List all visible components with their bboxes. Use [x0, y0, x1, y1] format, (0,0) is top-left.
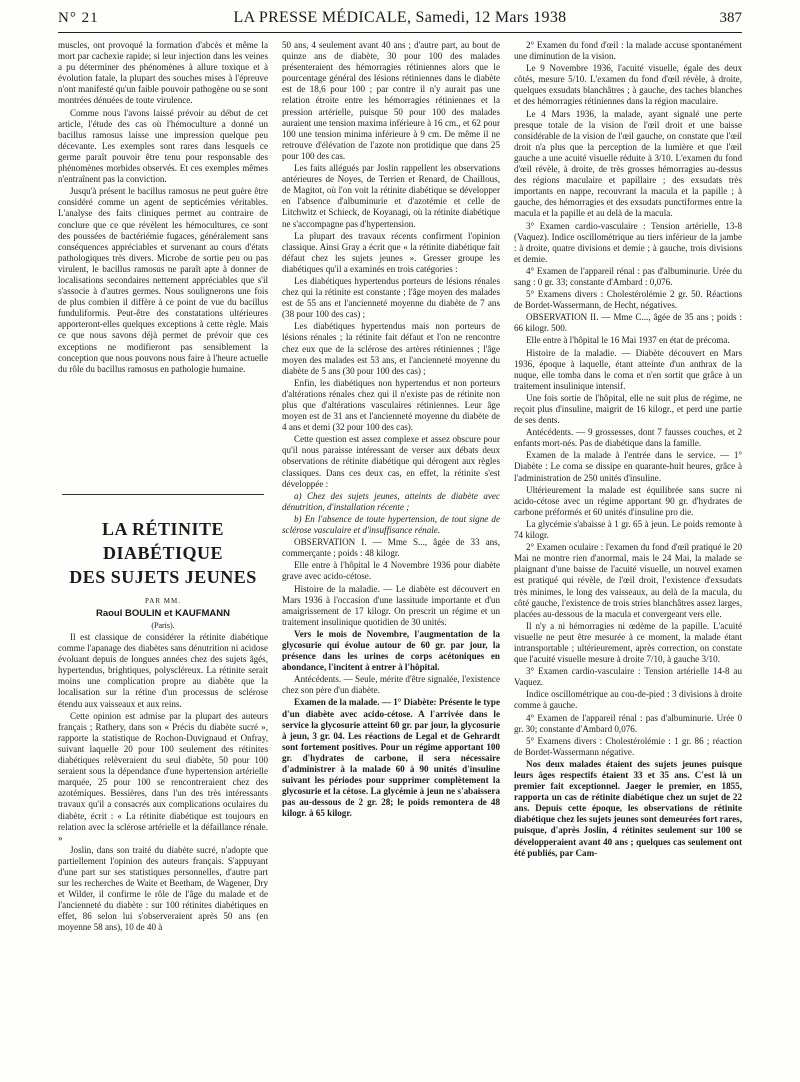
- paragraph: Le 9 Novembre 1936, l'acuité visuelle, égale des deux côtés, mesure 5/10. L'examen du fond d'œil révèle, à droite, quelques exsudats blanchâtres ; à gauche, des taches blanches et des hémorragies rétiniennes dans la région maculaire.: [514, 63, 742, 107]
- paragraph: 5° Examens divers : Cholestérolémie : 1 gr. 86 ; réaction de Bordet-Wassermann négative.: [514, 735, 742, 757]
- paragraph: Les diabétiques hypertendus mais non porteurs de lésions rénales ; la rétinite fait défaut et l'on ne rencontre chez eux que de la sclérose des artères rétiniennes ; l'âge moyen des malades est 53 ans, et l'ancienneté moyenne du diabète de 5 ans (30 pour 100 des cas) ;: [282, 321, 500, 376]
- paragraph: Cette opinion est admise par la plupart des auteurs français ; Rathery, dans son « Précis du diabète sucré », rapporte la statistique de Rochon-Duvignaud et Onfray, suivant laquelle 20 pour 100 seulement des rétinites diabétiques relèveraient du seul diabète, 50 pour 100 seraient sous la dépendance d'une hypertension artérielle marquée, 25 pour 100 se rencontreraient chez des azotémiques. Bessières, dans l'un des très intéressants travaux qu'il a consacrés aux complications oculaires du diabète, écrit : « La rétinite diabétique est toujours en relation avec la sclérose artérielle et la défaillance rénale. »: [58, 710, 268, 843]
- paragraph: Elle entre à l'hôpital le 4 Novembre 1936 pour diabète grave avec acido-cétose.: [282, 560, 500, 582]
- paragraph: Il est classique de considérer la rétinite diabétique comme l'apanage des diabètes sans dénutrition ni acidose évoluant depuis de longues années chez des sujets âgés, hypertendus, brightiques, polyscléreux. La rétinite serait moins une complication propre au diabète que la localisation sur la rétine d'un processus de sclérose étendu aux vaisseaux et aux reins.: [58, 632, 268, 709]
- paragraph: a) Chez des sujets jeunes, atteints de diabète avec dénutrition, d'installation récente ;: [282, 490, 500, 512]
- article-heading: [58, 494, 268, 630]
- paragraph: 3° Examen cardio-vasculaire : Tension artérielle, 13-8 (Vaquez). Indice oscillométrique au tiers inférieur de la jambe : à droite, quatre divisions et demie ; à gauche, trois divisions et demie.: [514, 220, 742, 264]
- paragraph: Ultérieurement la malade est équilibrée sans sucre ni acido-cétose avec un régime apportant 90 gr. d'hydrates de carbone préformés et 60 unités d'insuline pro die.: [514, 484, 742, 517]
- column-1-top: [58, 40, 268, 376]
- page-number: 387: [719, 10, 742, 26]
- article-title: [58, 517, 268, 589]
- paragraph: Jusqu'à présent le bacillus ramosus ne peut guère être considéré comme un agent de septicémies véritables. L'analyse des faits cliniques permet au contraire de conclure que ce que révèlent les hémocultures, ce sont des poussées de bactériémie fugaces, généralement sans conséquences appréciables et survenant au cours d'états pathologiques très divers. Microbe de sortie peu ou pas virulent, le bacillus ramosus ne paraît apte à donner de localisations secondaires nettement appréciables que s'il s'associe à d'autres germes. Nous soulignerons une fois de plus combien il diffère à ce point de vue du bacillus funduliformis. Peut-être des constatations ultérieures apporteront-elles quelques exceptions à cette règle. Mais ce que nous savons déjà permet de prévoir que ces exceptions ne modifieront pas sensiblement la conception que nous pouvons nous faire à l'heure actuelle du rôle du bacillus ramosus en pathologie humaine.: [58, 186, 268, 374]
- paragraph: Histoire de la maladie. — Diabète découvert en Mars 1936, époque à laquelle, étant atteinte d'un anthrax de la nuque, elle tomba dans le coma et n'en sortit que grâce à un traitement insulinique intensif.: [514, 347, 742, 391]
- paragraph: Examen de la malade à l'entrée dans le service. — 1° Diabète : Le coma se dissipe en quarante-huit heures, grâce à l'administration de 250 unités d'insuline.: [514, 450, 742, 483]
- byline-prefix: PAR MM.: [145, 597, 181, 605]
- article-authors: Raoul BOULIN et KAUFMANN: [95, 608, 231, 619]
- paragraph: Il n'y a ni hémorragies ni œdème de la papille. L'acuité visuelle ne peut être mesurée à ce moment, la malade étant intransportable ; ultérieurement, après correction, on constate que l'acuité visuelle mesure à droite 7/10, à gauche 3/10.: [514, 620, 742, 665]
- paragraph: La plupart des travaux récents confirment l'opinion classique. Ainsi Gray a écrit que « la rétinite diabétique fait défaut chez les sujets jeunes ». Gresser groupe les diabétiques qu'il a examinés en trois catégories :: [282, 230, 500, 274]
- observation-heading: OBSERVATION I. — Mme S..., âgée de 33 ans, commerçante ; poids : 48 kilogr.: [282, 537, 500, 559]
- paragraph: Antécédents. — Seule, mérite d'être signalée, l'existence chez son père d'un diabète.: [282, 674, 500, 696]
- paragraph: 5° Examens divers : Cholestérolémie 2 gr. 50. Réactions de Bordet-Wassermann, de Hecht, négatives.: [514, 289, 742, 311]
- running-header: [58, 6, 742, 33]
- paragraph: Vers le mois de Novembre, l'augmentation de la glycosurie qui évolue autour de 60 gr. par jour, la présence dans les urines de corps acétoniques en abondance, l'incitent à entrer à l'hôpital.: [282, 628, 500, 673]
- paragraph: Examen de la malade. — 1° Diabète: Présente le type d'un diabète avec acido-cétose. A l'arrivée dans le service la glycosurie atteint 60 gr. par jour, la glycosurie à jeun, 3 gr. 04. Les réactions de Legal et de Gehrardt sont fortement positives. Pour un régime apportant 100 gr. d'hydrates de carbone, il sera nécessaire d'administrer à la malade 60 à 90 unités d'insuline suivant les périodes pour supprimer complètement la glycosurie et la cétose. La glycémie à jeun ne s'abaissera pas au-dessous de 2 gr. 28; le poids remontera de 48 kilogr. à 65 kilogr.: [282, 697, 500, 819]
- paragraph: Joslin, dans son traité du diabète sucré, n'adopte que partiellement l'opinion des auteurs français. S'appuyant d'une part sur ses statistiques personnelles, d'autre part sur les recherches de Waite et Beetham, de Wagener, Dry et Wilder, il confirme le rôle de l'âge du malade et de l'ancienneté du diabète : sur 100 rétinites diabétiques en effet, 86 selon lui s'observeraient après 50 ans (en moyenne 58 ans), 10 de 40 à: [58, 844, 268, 933]
- paragraph: 3° Examen cardio-vasculaire : Tension artérielle 14-8 au Vaquez.: [514, 666, 742, 688]
- article-title-line-2: DES SUJETS JEUNES: [69, 567, 257, 587]
- paragraph: 50 ans, 4 seulement avant 40 ans ; d'autre part, au bout de quinze ans de diabète, 30 pour 100 des malades présenteraient des hémorragies rétiniennes alors que le pourcentage général des lésions rétiniennes dans le diabète est de 18,6 pour 100 ; par contre il n'y aurait pas une relation étroite entre les hémorragies rétiniennes et la pression artérielle, puisque 50 pour 100 des malades auraient une tension maxima inférieure à 16 cm., et 62 pour 100 une tension minima inférieure à 9 cm. De même il ne retrouve d'élévation de l'azote non protidique que dans 25 pour 100 des cas.: [282, 40, 500, 161]
- paragraph: 4° Examen de l'appareil rénal : pas d'albuminurie. Urée 0 gr. 30; constante d'Ambard 0,076.: [514, 712, 742, 734]
- paragraph: Enfin, les diabétiques non hypertendus et non porteurs d'altérations rénales chez qui il n'existe pas de rétinite non plus que d'altérations vasculaires rétiniennes. Leur âge moyen est de 31 ans et l'ancienneté moyenne du diabète de 4 ans et demi (32 pour 100 des cas).: [282, 377, 500, 433]
- paragraph: Les faits allégués par Joslin rappellent les observations antérieures de Noyes, de Terrien et Renard, de Chaillous, de Magitot, où l'on voit la rétinite diabétique se développer en l'absence d'albuminurie et d'azotémie et celle de Litchwitz et Schieck, de Koyanagi, où la rétinite diabétique ne s'accompagne pas d'hypertension.: [282, 163, 500, 229]
- paragraph: 4° Examen de l'appareil rénal : pas d'albuminurie. Urée du sang : 0 gr. 33; constante d'Ambard : 0,076.: [514, 265, 742, 287]
- article-title-line-1: LA RÉTINITE DIABÉTIQUE: [101, 519, 225, 563]
- paragraph: La glycémie s'abaisse à 1 gr. 65 à jeun. Le poids remonte à 74 kilogr.: [514, 518, 742, 541]
- paragraph: b) En l'absence de toute hypertension, de tout signe de sclérose vasculaire et d'insuffisance rénale.: [282, 513, 500, 536]
- journal-title: LA PRESSE MÉDICALE, Samedi, 12 Mars 1938: [233, 9, 567, 26]
- column-3: [514, 40, 742, 860]
- paragraph: Cette question est assez complexe et assez obscure pour qu'il nous paraisse intéressant de verser aux débats deux observations de rétinite diabétique qui dérogent aux règles classiques. Dans ces deux cas, en effet, la rétinite s'est développée :: [282, 434, 500, 489]
- column-2: [282, 40, 500, 820]
- column-1-bottom: [58, 632, 268, 935]
- paragraph: Indice oscillométrique au cou-de-pied : 3 divisions à droite comme à gauche.: [514, 689, 742, 711]
- author-location: (Paris).: [151, 621, 175, 630]
- paragraph: Antécédents. — 9 grossesses, dont 7 fausses couches, et 2 enfants mort-nés. Pas de diabétique dans la famille.: [514, 427, 742, 449]
- paragraph: Elle entre à l'hôpital le 16 Mai 1937 en état de précoma.: [526, 335, 730, 346]
- paragraph: Les diabétiques hypertendus porteurs de lésions rénales chez qui la rétinite est constante ; l'âge moyen des malades est de 55 ans et l'ancienneté moyenne du diabète de 7 ans (38 pour 100 des cas) ;: [282, 275, 500, 320]
- observation-heading: OBSERVATION II. — Mme C..., âgée de 35 ans ; poids : 66 kilogr. 500.: [514, 312, 742, 334]
- paragraph: Nos deux malades étaient des sujets jeunes puisque leurs âges respectifs étaient 33 et 35 ans. C'est là un premier fait exceptionnel. Jaeger le premier, en 1855, rapporta un cas de rétinite diabétique chez un sujet de 22 ans. Depuis cette époque, les observations de rétinite diabétique chez les sujets jeunes sont demeurées fort rares, puisque, d'après Joslin, 4 rétinites seulement sur 100 se développeraient avant 40 ans ; quelques cas seulement ont été publiés, par Cam-: [514, 758, 742, 858]
- paragraph: muscles, ont provoqué la formation d'abcès et même la mort par cachexie rapide; si leur injection dans les veines a pu déterminer des phénomènes à allure toxique et à évolution fatale, la plupart des souches mises à l'épreuve n'ont manifesté qu'un faible pouvoir pathogène ou se sont montrées dénuées de toute virulence.: [58, 40, 268, 106]
- paragraph: 2° Examen du fond d'œil : la malade accuse spontanément une diminution de la vision.: [514, 40, 742, 62]
- issue-number: N° 21: [58, 10, 99, 26]
- paragraph: Le 4 Mars 1936, la malade, ayant signalé une perte presque totale de la vision de l'œil droit et une baisse considérable de la vision de l'œil gauche, on constate que l'œil droit n'a plus que la perception de la lumière et que l'œil gauche a une acuité visuelle réduite à 3/10. L'examen du fond d'œil révèle, à droite, de très grosses hémorragies au-dessus des régions maculaire et papillaire ; des exsudats très importants en nappe, recouvrant la macula et la papille ; à gauche, des hémorragies et des exsudats punctiformes entre la macula et la papille et au delà de la macula.: [514, 108, 742, 219]
- paragraph: Histoire de la maladie. — Le diabète est découvert en Mars 1936 à l'occasion d'une lassitude importante et d'un amaigrissement de 17 kilogr. On prescrit un régime et un traitement insulinique quotidien de 30 unités.: [282, 583, 500, 627]
- paragraph: Comme nous l'avons laissé prévoir au début de cet article, l'étude des cas où l'hémoculture a donné un bacillus ramosus laisse une impression quelque peu décevante. Les exemples sont rares dans lesquels ce germe paraît pouvoir être tenu pour responsable des phénomènes morbides observés. Et ces exemples mêmes n'entraînent pas la conviction.: [58, 107, 268, 185]
- paragraph: 2° Examen oculaire : l'examen du fond d'œil pratiqué le 20 Mai ne montre rien d'anormal, mais le 24 Mai, la malade se plaignant d'une baisse de l'acuité visuelle, un nouvel examen est pratiqué qui révèle, de l'œil droit, l'existence d'exsudats très minimes, le long des vaisseaux, au delà de la macula, du côté gauche, l'existence de trois stries blanchâtres assez larges, placées au-dessous de la macula et convergeant vers elle.: [514, 542, 742, 619]
- paragraph: Une fois sortie de l'hôpital, elle ne suit plus de régime, ne reçoit plus d'insuline, maigrit de 16 kilogr., et perd une partie de ses dents.: [514, 392, 742, 426]
- section-divider: [62, 494, 264, 495]
